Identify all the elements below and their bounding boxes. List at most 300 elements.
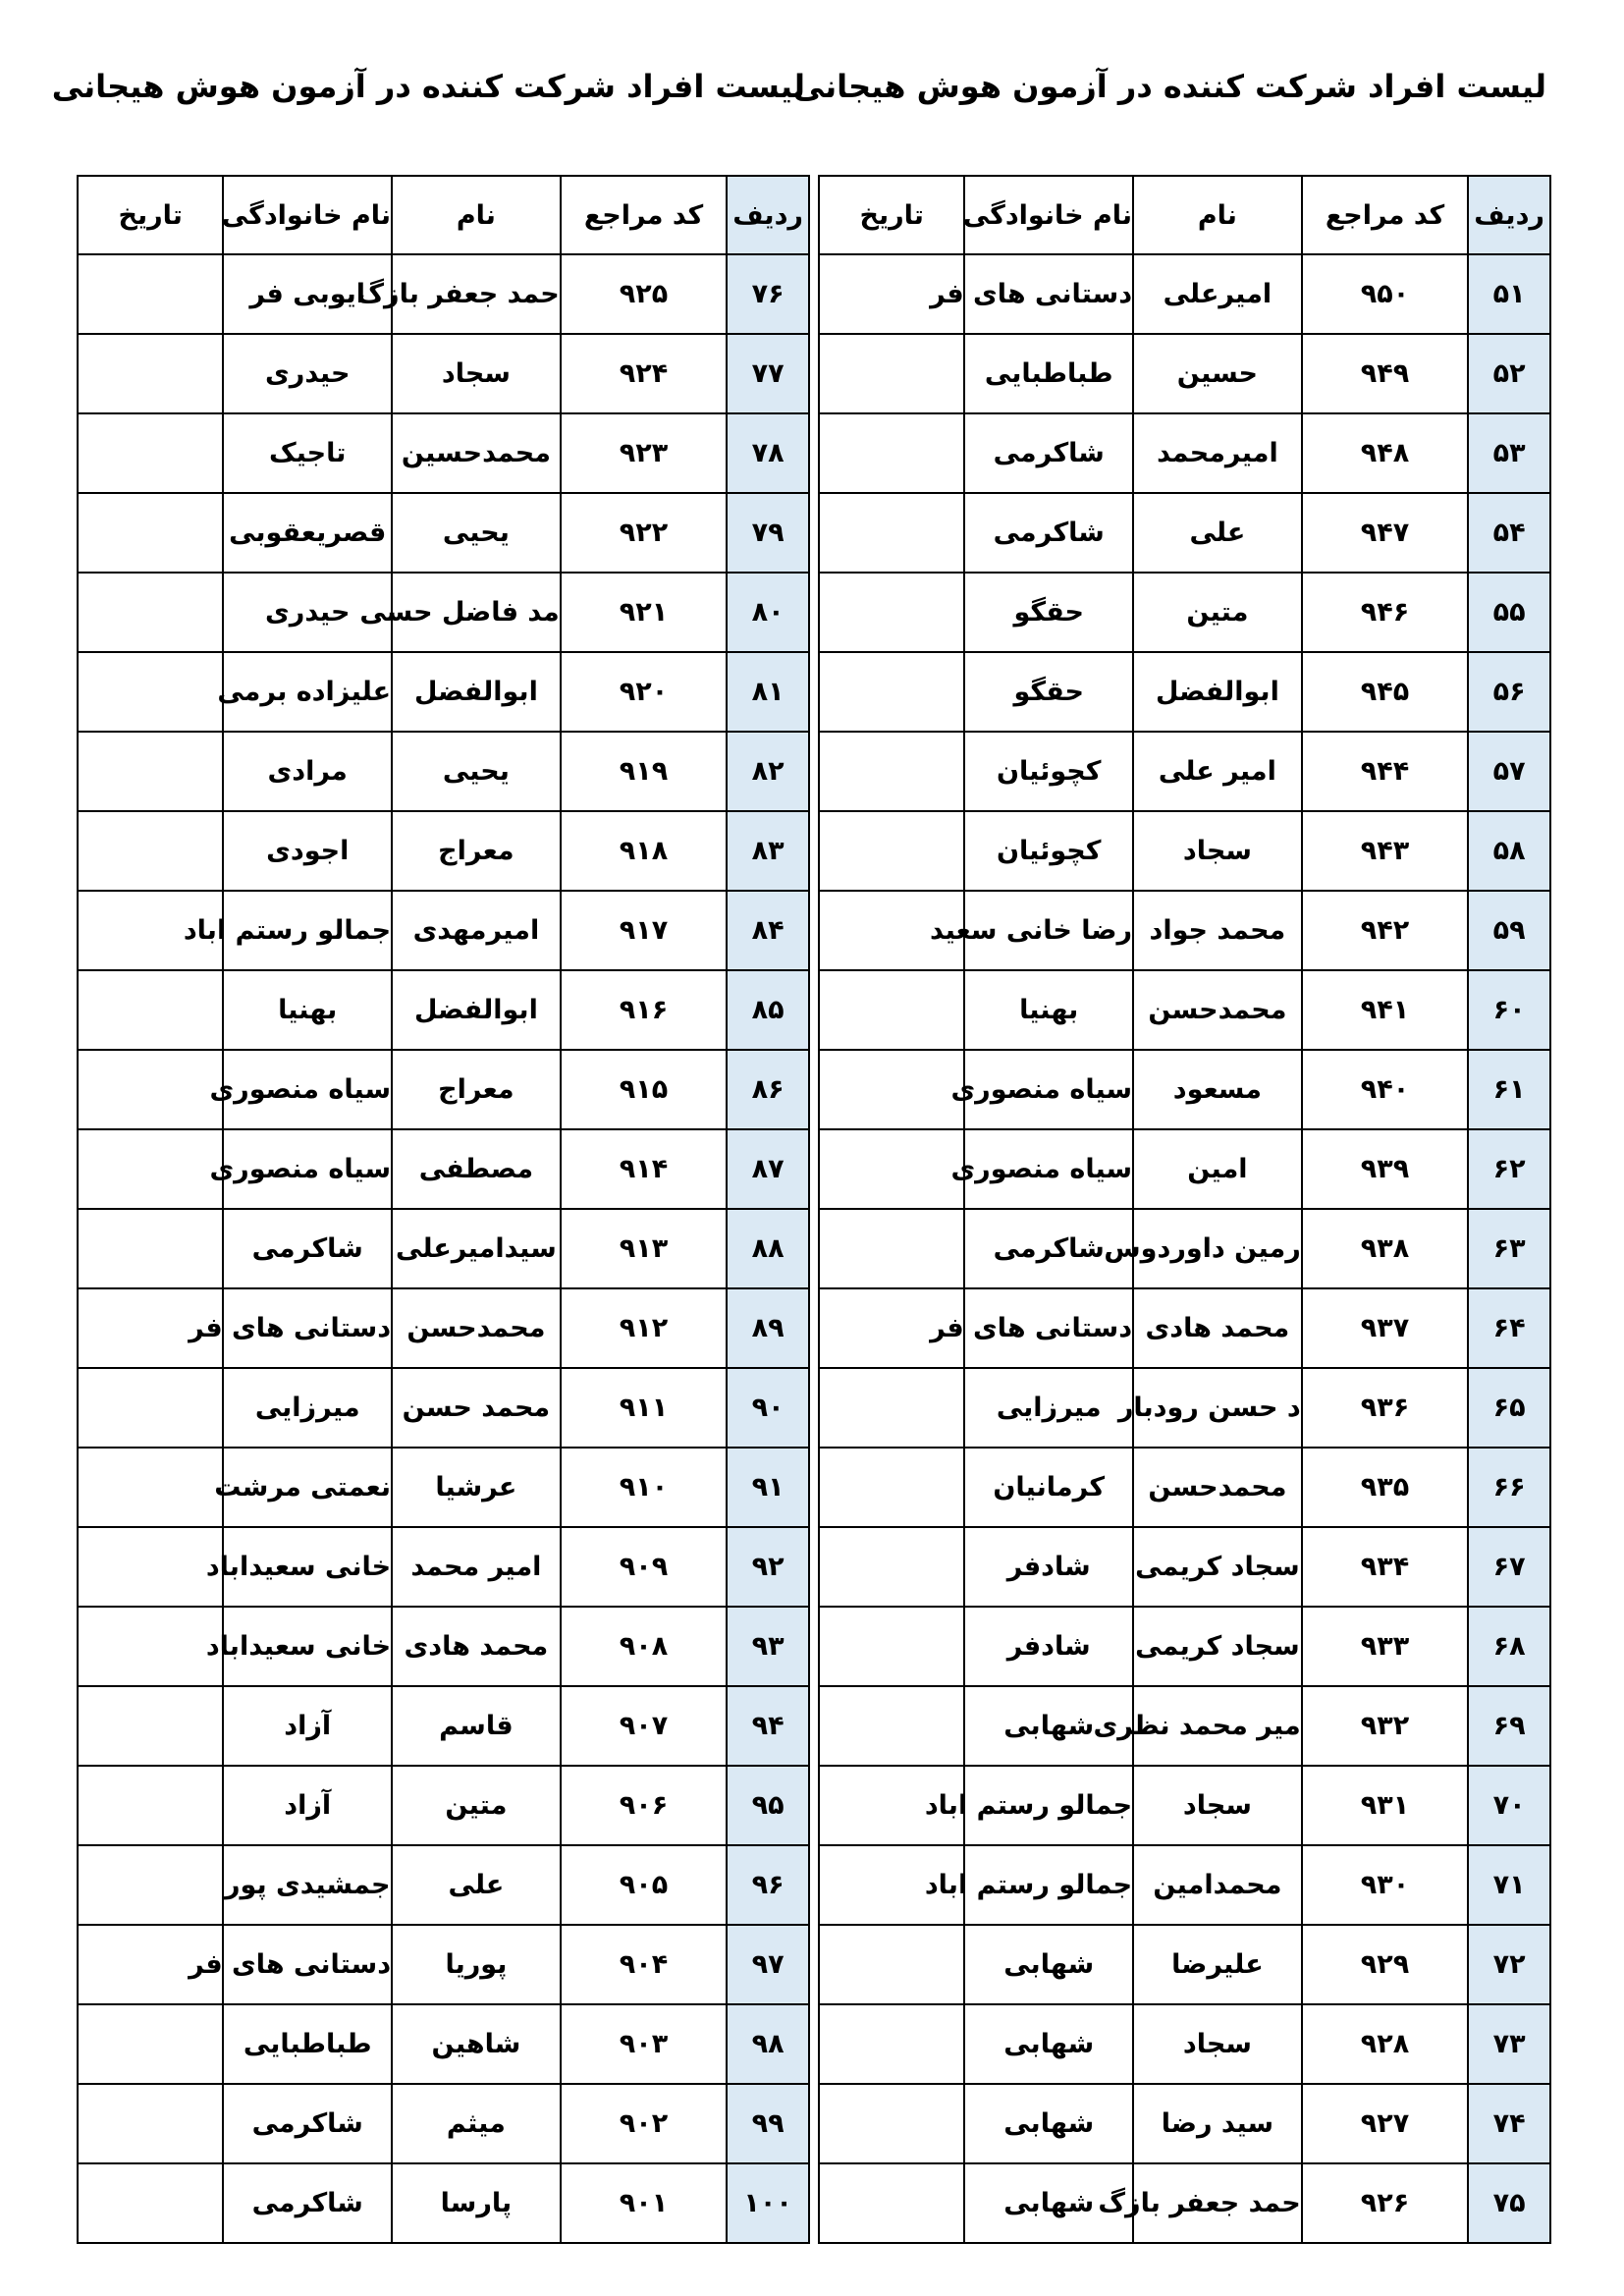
cell-row-number: ۷۴ <box>1468 2084 1550 2163</box>
cell-last-name: شهابی <box>964 2084 1133 2163</box>
cell-date <box>78 970 223 1050</box>
cell-row-number: ۵۳ <box>1468 413 1550 493</box>
table-row <box>78 493 809 573</box>
cell-row-number: ۵۸ <box>1468 811 1550 891</box>
cell-row-number: ۷۸ <box>727 413 809 493</box>
cell-first-name: حمد جعفر بازگ <box>392 254 561 334</box>
cell-first-name: عرشیا <box>392 1448 561 1527</box>
cell-row-number: ۶۴ <box>1468 1288 1550 1368</box>
cell-code: ۹۳۹ <box>1302 1129 1469 1209</box>
cell-code: ۹۲۸ <box>1302 2004 1469 2084</box>
cell-first-name: سجاد کریمی <box>1133 1527 1302 1607</box>
cell-first-name: سجاد <box>1133 811 1302 891</box>
cell-date <box>78 1766 223 1845</box>
cell-last-name: علیزاده برمی <box>223 652 392 732</box>
table-row <box>78 1527 809 1607</box>
cell-row-number: ۹۹ <box>727 2084 809 2163</box>
cell-row-number: ۸۰ <box>727 573 809 652</box>
cell-code: ۹۴۵ <box>1302 652 1469 732</box>
cell-first-name: سجاد <box>1133 2004 1302 2084</box>
cell-code: ۹۲۵ <box>561 254 728 334</box>
cell-first-name: مصطفی <box>392 1129 561 1209</box>
header-code: کد مراجع <box>1302 176 1469 254</box>
table-row <box>78 573 809 652</box>
cell-code: ۹۱۷ <box>561 891 728 970</box>
cell-last-name: خانی سعیداباد <box>223 1527 392 1607</box>
cell-first-name: متین <box>1133 573 1302 652</box>
cell-row-number: ۵۱ <box>1468 254 1550 334</box>
table-row <box>78 2084 809 2163</box>
cell-last-name: شاکرمی <box>964 413 1133 493</box>
cell-date <box>819 652 964 732</box>
cell-date <box>819 970 964 1050</box>
cell-last-name: شاکرمی <box>964 1209 1133 1288</box>
cell-date <box>78 2004 223 2084</box>
table-row <box>78 1050 809 1129</box>
cell-first-name: حسین <box>1133 334 1302 413</box>
cell-last-name: مرادی <box>223 732 392 811</box>
participants-table-left <box>77 175 810 2244</box>
cell-first-name: یحیی <box>392 732 561 811</box>
cell-first-name: امیرمحمد <box>1133 413 1302 493</box>
cell-row-number: ۶۶ <box>1468 1448 1550 1527</box>
cell-first-name: محمدحسین <box>392 413 561 493</box>
table-header-row <box>819 176 1550 254</box>
cell-date <box>819 1527 964 1607</box>
cell-code: ۹۱۶ <box>561 970 728 1050</box>
cell-code: ۹۳۲ <box>1302 1686 1469 1766</box>
cell-last-name: ایوبی فر <box>223 254 392 334</box>
cell-first-name: علیرضا <box>1133 1925 1302 2004</box>
cell-date <box>819 413 964 493</box>
cell-first-name: قاسم <box>392 1686 561 1766</box>
cell-last-name: شاکرمی <box>223 2084 392 2163</box>
cell-date <box>78 1050 223 1129</box>
cell-row-number: ۷۲ <box>1468 1925 1550 2004</box>
cell-last-name: شاکرمی <box>223 2163 392 2243</box>
cell-last-name: میرزایی <box>223 1368 392 1448</box>
cell-row-number: ۶۷ <box>1468 1527 1550 1607</box>
cell-code: ۹۴۲ <box>1302 891 1469 970</box>
cell-code: ۹۱۱ <box>561 1368 728 1448</box>
cell-first-name: میثم <box>392 2084 561 2163</box>
cell-date <box>78 2163 223 2243</box>
cell-row-number: ۵۶ <box>1468 652 1550 732</box>
cell-code: ۹۲۳ <box>561 413 728 493</box>
cell-first-name: پارسا <box>392 2163 561 2243</box>
cell-row-number: ۷۵ <box>1468 2163 1550 2243</box>
cell-code: ۹۲۷ <box>1302 2084 1469 2163</box>
cell-last-name: تاجیک <box>223 413 392 493</box>
cell-last-name: حیدری <box>223 573 392 652</box>
cell-row-number: ۶۱ <box>1468 1050 1550 1129</box>
cell-date <box>78 493 223 573</box>
cell-row-number: ۷۱ <box>1468 1845 1550 1925</box>
cell-last-name: جمالو رستم اباد <box>223 891 392 970</box>
cell-last-name: سیاه منصوری <box>964 1129 1133 1209</box>
cell-last-name: شهابی <box>964 1925 1133 2004</box>
table-header-row <box>78 176 809 254</box>
cell-last-name: آزاد <box>223 1766 392 1845</box>
table-row <box>819 1925 1550 2004</box>
table-row <box>78 1686 809 1766</box>
table-row <box>819 1448 1550 1527</box>
cell-row-number: ۹۸ <box>727 2004 809 2084</box>
table-row <box>819 1368 1550 1448</box>
cell-last-name: سیاه منصوری <box>223 1050 392 1129</box>
table-row <box>78 1925 809 2004</box>
cell-date <box>819 1050 964 1129</box>
cell-code: ۹۲۲ <box>561 493 728 573</box>
cell-last-name: جمالو رستم اباد <box>964 1845 1133 1925</box>
table-row <box>819 1766 1550 1845</box>
cell-row-number: ۵۹ <box>1468 891 1550 970</box>
participants-table-right <box>818 175 1551 2244</box>
cell-last-name: طباطبایی <box>964 334 1133 413</box>
cell-first-name: رمین داوردوس <box>1133 1209 1302 1288</box>
cell-date <box>819 1607 964 1686</box>
cell-date <box>78 573 223 652</box>
cell-last-name: شاکرمی <box>223 1209 392 1288</box>
cell-date <box>819 1368 964 1448</box>
cell-first-name: محمد حسن <box>392 1368 561 1448</box>
cell-first-name: سجاد کریمی <box>1133 1607 1302 1686</box>
page-title-left: لیست افراد شرکت کننده در آزمون هوش هیجانی <box>51 68 805 105</box>
cell-last-name: جمشیدی پور <box>223 1845 392 1925</box>
table-row <box>819 1129 1550 1209</box>
cell-row-number: ۶۵ <box>1468 1368 1550 1448</box>
cell-date <box>819 1129 964 1209</box>
cell-first-name: امیر محمد <box>392 1527 561 1607</box>
table-row <box>78 1209 809 1288</box>
cell-row-number: ۶۲ <box>1468 1129 1550 1209</box>
table-row <box>78 1129 809 1209</box>
table-row <box>78 2163 809 2243</box>
cell-date <box>819 1448 964 1527</box>
cell-row-number: ۸۲ <box>727 732 809 811</box>
cell-date <box>819 1925 964 2004</box>
cell-last-name: کرمانیان <box>964 1448 1133 1527</box>
page-title-right: لیست افراد شرکت کننده در آزمون هوش هیجانی <box>792 68 1546 105</box>
cell-first-name: د حسن رودبار <box>1133 1368 1302 1448</box>
cell-code: ۹۲۱ <box>561 573 728 652</box>
table-row <box>819 811 1550 891</box>
cell-last-name: دستانی های فر <box>964 1288 1133 1368</box>
cell-code: ۹۳۰ <box>1302 1845 1469 1925</box>
cell-code: ۹۴۹ <box>1302 334 1469 413</box>
cell-first-name: امیرعلی <box>1133 254 1302 334</box>
cell-row-number: ۹۲ <box>727 1527 809 1607</box>
cell-last-name: طباطبایی <box>223 2004 392 2084</box>
table-row <box>819 1607 1550 1686</box>
cell-last-name: کچوئیان <box>964 811 1133 891</box>
table-row <box>819 1686 1550 1766</box>
cell-last-name: شهابی <box>964 2004 1133 2084</box>
cell-date <box>78 1368 223 1448</box>
cell-last-name: شادفر <box>964 1527 1133 1607</box>
cell-code: ۹۰۳ <box>561 2004 728 2084</box>
table-row <box>819 254 1550 334</box>
cell-last-name: حقگو <box>964 652 1133 732</box>
cell-row-number: ۸۶ <box>727 1050 809 1129</box>
table-body-left <box>78 254 809 2243</box>
cell-first-name: مسعود <box>1133 1050 1302 1129</box>
cell-date <box>819 2163 964 2243</box>
table-row <box>819 2004 1550 2084</box>
cell-row-number: ۵۲ <box>1468 334 1550 413</box>
cell-code: ۹۱۳ <box>561 1209 728 1288</box>
cell-row-number: ۸۸ <box>727 1209 809 1288</box>
cell-date <box>78 254 223 334</box>
cell-first-name: محمدامین <box>1133 1845 1302 1925</box>
cell-row-number: ۹۵ <box>727 1766 809 1845</box>
cell-code: ۹۰۱ <box>561 2163 728 2243</box>
cell-code: ۹۴۴ <box>1302 732 1469 811</box>
cell-row-number: ۸۴ <box>727 891 809 970</box>
table-row <box>819 732 1550 811</box>
cell-code: ۹۳۶ <box>1302 1368 1469 1448</box>
cell-code: ۹۱۲ <box>561 1288 728 1368</box>
cell-first-name: ابوالفضل <box>1133 652 1302 732</box>
cell-first-name: حمد جعفر بازگ <box>1133 2163 1302 2243</box>
cell-first-name: محمدحسن <box>1133 1448 1302 1527</box>
table-row <box>819 891 1550 970</box>
cell-date <box>78 1607 223 1686</box>
table-row <box>78 970 809 1050</box>
cell-last-name: دستانی های فر <box>223 1925 392 2004</box>
cell-date <box>78 1448 223 1527</box>
table-row <box>78 811 809 891</box>
cell-code: ۹۴۱ <box>1302 970 1469 1050</box>
cell-date <box>819 732 964 811</box>
cell-date <box>78 1527 223 1607</box>
cell-date <box>78 413 223 493</box>
table-row <box>819 970 1550 1050</box>
cell-code: ۹۴۸ <box>1302 413 1469 493</box>
cell-code: ۹۲۶ <box>1302 2163 1469 2243</box>
table-row <box>78 891 809 970</box>
cell-code: ۹۰۲ <box>561 2084 728 2163</box>
table-row <box>78 2004 809 2084</box>
cell-last-name: دستانی های فر <box>223 1288 392 1368</box>
cell-first-name: محمدحسن <box>392 1288 561 1368</box>
header-first-name: نام <box>1133 176 1302 254</box>
cell-first-name: محمد جواد <box>1133 891 1302 970</box>
table-body-right <box>819 254 1550 2243</box>
header-date: تاریخ <box>78 176 223 254</box>
header-row-number: ردیف <box>1468 176 1550 254</box>
cell-date <box>78 652 223 732</box>
cell-row-number: ۹۴ <box>727 1686 809 1766</box>
cell-row-number: ۹۳ <box>727 1607 809 1686</box>
cell-row-number: ۸۱ <box>727 652 809 732</box>
cell-row-number: ۶۸ <box>1468 1607 1550 1686</box>
cell-code: ۹۳۵ <box>1302 1448 1469 1527</box>
cell-row-number: ۶۹ <box>1468 1686 1550 1766</box>
cell-row-number: ۱۰۰ <box>727 2163 809 2243</box>
cell-last-name: شهابی <box>964 1686 1133 1766</box>
cell-row-number: ۹۶ <box>727 1845 809 1925</box>
cell-first-name: محمد هادی <box>1133 1288 1302 1368</box>
table-row <box>819 1209 1550 1288</box>
cell-last-name: بهنیا <box>964 970 1133 1050</box>
cell-row-number: ۹۱ <box>727 1448 809 1527</box>
cell-row-number: ۶۳ <box>1468 1209 1550 1288</box>
cell-first-name: ابوالفضل <box>392 652 561 732</box>
table-row <box>819 2163 1550 2243</box>
cell-date <box>78 2084 223 2163</box>
cell-last-name: جمالو رستم اباد <box>964 1766 1133 1845</box>
cell-row-number: ۶۰ <box>1468 970 1550 1050</box>
header-code: کد مراجع <box>561 176 728 254</box>
cell-row-number: ۵۵ <box>1468 573 1550 652</box>
cell-row-number: ۷۳ <box>1468 2004 1550 2084</box>
cell-code: ۹۰۶ <box>561 1766 728 1845</box>
cell-code: ۹۴۰ <box>1302 1050 1469 1129</box>
cell-last-name: حیدری <box>223 334 392 413</box>
table-row <box>819 2084 1550 2163</box>
table-row <box>78 1607 809 1686</box>
cell-first-name: متین <box>392 1766 561 1845</box>
cell-code: ۹۱۹ <box>561 732 728 811</box>
cell-last-name: میرزایی <box>964 1368 1133 1448</box>
cell-code: ۹۱۵ <box>561 1050 728 1129</box>
cell-last-name: خانی سعیداباد <box>223 1607 392 1686</box>
table-row <box>78 1368 809 1448</box>
table-row <box>819 1845 1550 1925</box>
cell-code: ۹۰۸ <box>561 1607 728 1686</box>
cell-first-name: علی <box>1133 493 1302 573</box>
cell-date <box>819 573 964 652</box>
table-row <box>78 1766 809 1845</box>
cell-row-number: ۹۰ <box>727 1368 809 1448</box>
table-row <box>819 652 1550 732</box>
cell-date <box>819 2004 964 2084</box>
cell-code: ۹۳۳ <box>1302 1607 1469 1686</box>
cell-code: ۹۰۷ <box>561 1686 728 1766</box>
cell-code: ۹۰۹ <box>561 1527 728 1607</box>
cell-first-name: محمدحسن <box>1133 970 1302 1050</box>
cell-last-name: نعمتی مرشت <box>223 1448 392 1527</box>
cell-date <box>78 334 223 413</box>
cell-code: ۹۰۴ <box>561 1925 728 2004</box>
cell-row-number: ۷۶ <box>727 254 809 334</box>
cell-last-name: سیاه منصوری <box>223 1129 392 1209</box>
cell-last-name: حقگو <box>964 573 1133 652</box>
cell-date <box>78 1686 223 1766</box>
cell-last-name: شهابی <box>964 2163 1133 2243</box>
table-row <box>78 1448 809 1527</box>
cell-row-number: ۷۷ <box>727 334 809 413</box>
cell-code: ۹۴۳ <box>1302 811 1469 891</box>
cell-row-number: ۷۹ <box>727 493 809 573</box>
cell-first-name: علی <box>392 1845 561 1925</box>
table-row <box>819 413 1550 493</box>
cell-row-number: ۸۵ <box>727 970 809 1050</box>
cell-first-name: مد فاضل حسی <box>392 573 561 652</box>
table-row <box>819 573 1550 652</box>
cell-first-name: معراج <box>392 1050 561 1129</box>
cell-first-name: یحیی <box>392 493 561 573</box>
cell-first-name: سجاد <box>392 334 561 413</box>
table-row <box>78 1845 809 1925</box>
cell-date <box>819 334 964 413</box>
cell-date <box>819 811 964 891</box>
table-row <box>78 254 809 334</box>
table-row <box>78 1288 809 1368</box>
header-last-name: نام خانوادگی <box>964 176 1133 254</box>
header-row-number: ردیف <box>727 176 809 254</box>
cell-date <box>78 1129 223 1209</box>
cell-code: ۹۱۸ <box>561 811 728 891</box>
cell-code: ۹۴۶ <box>1302 573 1469 652</box>
cell-first-name: معراج <box>392 811 561 891</box>
cell-code: ۹۲۴ <box>561 334 728 413</box>
cell-last-name: شاکرمی <box>964 493 1133 573</box>
cell-first-name: شاهین <box>392 2004 561 2084</box>
cell-code: ۹۱۴ <box>561 1129 728 1209</box>
cell-first-name: پوریا <box>392 1925 561 2004</box>
cell-row-number: ۵۴ <box>1468 493 1550 573</box>
cell-first-name: میر محمد نظری <box>1133 1686 1302 1766</box>
cell-date <box>819 493 964 573</box>
cell-code: ۹۳۴ <box>1302 1527 1469 1607</box>
cell-first-name: امین <box>1133 1129 1302 1209</box>
header-date: تاریخ <box>819 176 964 254</box>
cell-code: ۹۳۸ <box>1302 1209 1469 1288</box>
header-last-name: نام خانوادگی <box>223 176 392 254</box>
cell-first-name: امیر علی <box>1133 732 1302 811</box>
cell-code: ۹۱۰ <box>561 1448 728 1527</box>
cell-last-name: بهنیا <box>223 970 392 1050</box>
cell-last-name: رضا خانی سعید <box>964 891 1133 970</box>
cell-date <box>819 1209 964 1288</box>
cell-row-number: ۷۰ <box>1468 1766 1550 1845</box>
cell-date <box>78 1209 223 1288</box>
cell-last-name: سیاه منصوری <box>964 1050 1133 1129</box>
cell-row-number: ۹۷ <box>727 1925 809 2004</box>
cell-code: ۹۳۷ <box>1302 1288 1469 1368</box>
cell-last-name: اجودی <box>223 811 392 891</box>
cell-row-number: ۸۷ <box>727 1129 809 1209</box>
cell-first-name: امیرمهدی <box>392 891 561 970</box>
cell-code: ۹۵۰ <box>1302 254 1469 334</box>
cell-first-name: سیدامیرعلی <box>392 1209 561 1288</box>
cell-date <box>78 811 223 891</box>
cell-code: ۹۰۵ <box>561 1845 728 1925</box>
cell-first-name: ابوالفضل <box>392 970 561 1050</box>
cell-row-number: ۵۷ <box>1468 732 1550 811</box>
table-row <box>819 1288 1550 1368</box>
cell-last-name: دستانی های فر <box>964 254 1133 334</box>
cell-date <box>819 2084 964 2163</box>
cell-row-number: ۸۳ <box>727 811 809 891</box>
cell-last-name: شادفر <box>964 1607 1133 1686</box>
cell-first-name: سید رضا <box>1133 2084 1302 2163</box>
table-row <box>78 732 809 811</box>
table-row <box>819 1527 1550 1607</box>
cell-date <box>78 1845 223 1925</box>
cell-last-name: قصریعقوبی <box>223 493 392 573</box>
cell-first-name: محمد هادی <box>392 1607 561 1686</box>
header-first-name: نام <box>392 176 561 254</box>
table-row <box>819 1050 1550 1129</box>
cell-last-name: کچوئیان <box>964 732 1133 811</box>
cell-last-name: آزاد <box>223 1686 392 1766</box>
cell-row-number: ۸۹ <box>727 1288 809 1368</box>
cell-code: ۹۴۷ <box>1302 493 1469 573</box>
table-row <box>78 413 809 493</box>
